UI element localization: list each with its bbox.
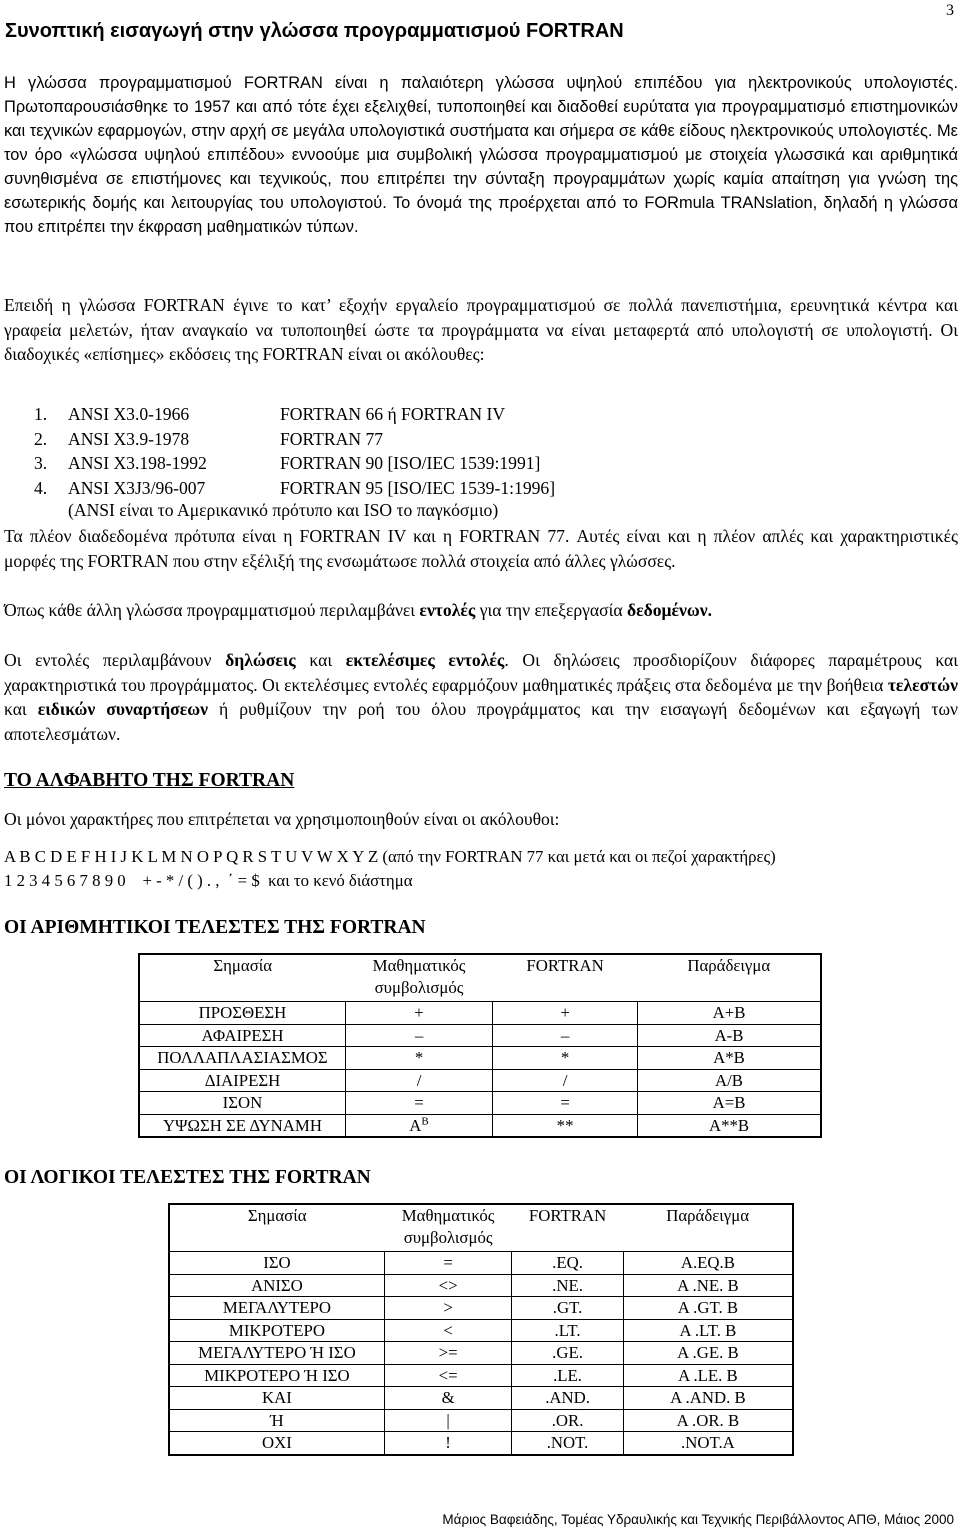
text-segment: για την επεξεργασία — [475, 600, 627, 620]
bold-term-data: δεδομένων. — [626, 600, 713, 620]
table-cell: A .OR. B — [623, 1409, 793, 1432]
table-cell: ! — [384, 1432, 511, 1455]
table-cell: + — [493, 1002, 638, 1025]
table-row — [169, 1342, 793, 1365]
list-item — [34, 402, 555, 427]
version-name: FORTRAN 90 [ISO/IEC 1539:1991] — [280, 453, 541, 473]
table-cell: ΙΣΟ — [169, 1252, 384, 1275]
list-item — [34, 427, 555, 452]
table-cell: – — [345, 1024, 492, 1047]
page-footer: Μάριος Βαφειάδης, Τομέας Υδραυλικής και Τεχνικής Περιβάλλοντος ΑΠΘ, Μάιος 2000 — [442, 1512, 954, 1527]
version-standard: ANSI X3.9-1978 — [68, 428, 190, 449]
table-cell: = — [345, 1092, 492, 1115]
version-standard: ANSI X3.0-1966 — [68, 404, 190, 424]
table-cell: ΜΕΓΑΛΥΤΕΡΟ — [169, 1297, 384, 1320]
table-cell: ΠΟΛΛΑΠΛΑΣΙΑΣΜΟΣ — [139, 1047, 345, 1070]
table-row — [139, 1047, 821, 1070]
power-exponent: B — [421, 1115, 429, 1128]
list-item — [34, 451, 555, 476]
table-cell: .AND. — [512, 1387, 623, 1410]
table-cell: ΚΑΙ — [169, 1387, 384, 1410]
text-segment: και — [4, 699, 38, 719]
column-header: Μαθηματικός συμβολισμός — [372, 956, 466, 997]
table-cell: A .AND. B — [623, 1387, 793, 1410]
table-cell: A*B — [638, 1047, 821, 1070]
version-name: FORTRAN 95 [ISO/IEC 1539-1:1996] — [280, 477, 556, 498]
table-cell: – — [493, 1024, 638, 1047]
version-standard: ANSI X3J3/96-007 — [68, 477, 206, 498]
table-cell: & — [384, 1387, 511, 1410]
table-cell: A**B — [638, 1114, 821, 1137]
table-cell: A .LE. B — [623, 1364, 793, 1387]
alphabet-heading: ΤΟ ΑΛΦΑΒΗΤΟ ΤΗΣ FORTRAN — [4, 770, 295, 791]
table-cell: / — [493, 1069, 638, 1092]
logical-operators-table — [168, 1203, 794, 1456]
column-header: Παράδειγμα — [666, 1206, 750, 1225]
page-title: Συνοπτική εισαγωγή στην γλώσσα προγραμματισμού FORTRAN — [5, 20, 624, 42]
table-cell: | — [384, 1409, 511, 1432]
text-segment: ή ρυθμίζουν την ροή του όλου προγράμματος και την εισαγωγή δεδομένων και εξαγωγή των αποτελεσμάτων. — [4, 699, 958, 744]
column-header: FORTRAN — [528, 1206, 607, 1225]
table-row — [169, 1364, 793, 1387]
column-header: Σημασία — [213, 956, 273, 975]
table-cell: * — [493, 1047, 638, 1070]
table-cell: ΜΕΓΑΛΥΤΕΡΟ Ή ΙΣΟ — [169, 1342, 384, 1365]
table-cell: A/B — [638, 1069, 821, 1092]
table-row — [169, 1319, 793, 1342]
column-header: Μαθηματικός συμβολισμός — [401, 1206, 495, 1247]
table-cell: .GT. — [512, 1297, 623, 1320]
table-cell: Ή — [169, 1409, 384, 1432]
version-number: 1. — [34, 404, 48, 424]
table-cell — [345, 1114, 492, 1137]
table-cell: * — [345, 1047, 492, 1070]
page-number: 3 — [946, 2, 954, 19]
bold-term-executables: εκτελέσιμες εντολές — [345, 650, 505, 670]
logical-operators-heading: ΟΙ ΛΟΓΙΚΟΙ ΤΕΛΕΣΤΕΣ ΤΗΣ FORTRAN — [4, 1167, 371, 1188]
table-row — [169, 1252, 793, 1275]
table-cell: .NE. — [512, 1274, 623, 1297]
version-name: FORTRAN 77 — [280, 428, 384, 449]
table-row — [139, 1024, 821, 1047]
table-cell: A+B — [638, 1002, 821, 1025]
table-cell: .LE. — [512, 1364, 623, 1387]
version-number: 3. — [34, 453, 48, 473]
popular-standards-paragraph: Τα πλέον διαδεδομένα πρότυπα είναι η FORTRAN IV και η FORTRAN 77. Αυτές είναι και η πλέον απλές και χαρακτηριστικές μορφές της FORTRAN που στην εξέλιξή της ενσωμάτωσε πολλά στοιχεία από άλλες γλώσσες. — [4, 526, 958, 571]
table-row — [169, 1432, 793, 1455]
table-header-row — [169, 1204, 793, 1252]
table-cell: ** — [493, 1114, 638, 1137]
text-segment: Οι εντολές περιλαμβάνουν — [4, 650, 226, 670]
table-cell: ΑΝΙΣΟ — [169, 1274, 384, 1297]
version-name: FORTRAN 66 ή FORTRAN IV — [280, 404, 506, 424]
table-cell: ΥΨΩΣΗ ΣΕ ΔΥΝΑΜΗ — [139, 1114, 345, 1137]
table-cell: ΜΙΚΡΟΤΕΡΟ Ή ΙΣΟ — [169, 1364, 384, 1387]
bold-term-operators: τελεστών — [887, 674, 958, 695]
table-cell: ΑΦΑΙΡΕΣΗ — [139, 1024, 345, 1047]
statements-paragraph — [4, 648, 958, 746]
version-standard: ANSI X3.198-1992 — [68, 453, 207, 473]
text-segment: Όπως κάθε άλλη γλώσσα προγραμματισμού περιλαμβάνει — [4, 600, 420, 620]
table-cell: + — [345, 1002, 492, 1025]
table-cell: ΙΣΟΝ — [139, 1092, 345, 1115]
table-cell: ΟΧΙ — [169, 1432, 384, 1455]
table-cell: ΠΡΟΣΘΕΣΗ — [139, 1002, 345, 1025]
text-segment: . Οι δηλώσεις προσδιορίζουν διάφορες παραμέτρους και χαρακτηριστικά του προγράμματος. Οι εκτελέσιμες εντολές εφαρμόζουν μαθηματικές πράξεις στα δεδομένα με την βοήθεια — [4, 650, 958, 695]
table-cell: A .GE. B — [623, 1342, 793, 1365]
table-row — [169, 1274, 793, 1297]
table-cell: .LT. — [512, 1319, 623, 1342]
arithmetic-operators-heading: ΟΙ ΑΡΙΘΜΗΤΙΚΟΙ ΤΕΛΕΣΤΕΣ ΤΗΣ FORTRAN — [4, 917, 426, 938]
table-cell: .GE. — [512, 1342, 623, 1365]
version-number: 4. — [34, 477, 48, 498]
table-row — [169, 1297, 793, 1320]
table-row — [139, 1092, 821, 1115]
table-cell: <= — [384, 1364, 511, 1387]
table-cell: A .GT. B — [623, 1297, 793, 1320]
standardization-paragraph: Επειδή η γλώσσα FORTRAN έγινε το κατ’ εξοχήν εργαλείο προγραμματισμού σε πολλά πανεπιστήμια, ερευνητικά κέντρα και γραφεία μελετών, ήταν αναγκαίο να τυποποιηθεί ώστε τα προγράμματα να είναι μεταφερτά από υπολογιστή σε υπολογιστή. Οι διαδοχικές «επίσημες» εκδόσεις της FORTRAN είναι οι ακόλουθες: — [4, 295, 958, 364]
version-number: 2. — [34, 428, 48, 449]
column-header: Παράδειγμα — [687, 956, 771, 975]
column-header: FORTRAN — [526, 956, 604, 975]
table-cell: / — [345, 1069, 492, 1092]
versions-list — [34, 402, 555, 500]
table-cell: A-B — [638, 1024, 821, 1047]
bold-term-commands: εντολές — [419, 600, 476, 620]
alphabet-letters: A B C D E F H I J K L M N O P Q R S T U V W X Y Z (από την FORTRAN 77 και μετά και οι πεζοί χαρακτήρες) — [4, 847, 776, 866]
bold-term-declarations: δηλώσεις — [225, 650, 296, 670]
table-cell: <> — [384, 1274, 511, 1297]
table-cell: = — [384, 1252, 511, 1275]
table-cell: A .NE. B — [623, 1274, 793, 1297]
table-row — [139, 1114, 821, 1137]
table-cell: >= — [384, 1342, 511, 1365]
power-base: A — [409, 1115, 422, 1135]
commands-data-paragraph — [4, 598, 958, 622]
table-row — [139, 1069, 821, 1092]
table-row — [169, 1387, 793, 1410]
table-cell: > — [384, 1297, 511, 1320]
table-row — [169, 1409, 793, 1432]
table-row — [139, 1002, 821, 1025]
bold-term-functions: ειδικών συναρτήσεων — [37, 699, 208, 719]
arithmetic-operators-table — [138, 953, 822, 1138]
table-header-row — [139, 954, 821, 1002]
table-cell: A=B — [638, 1092, 821, 1115]
table-cell: A.EQ.B — [623, 1252, 793, 1275]
table-cell: .NOT.A — [623, 1432, 793, 1455]
alphabet-intro: Οι μόνοι χαρακτήρες που επιτρέπεται να χρησιμοποιηθούν είναι οι ακόλουθοι: — [4, 809, 560, 829]
table-cell: .EQ. — [512, 1252, 623, 1275]
intro-paragraph: Η γλώσσα προγραμματισμού FORTRAN είναι η παλαιότερη γλώσσα υψηλού επιπέδου για ηλεκτρονικούς υπολογιστές. Πρωτοπαρουσιάσθηκε το 1957 και από τότε έχει εξελιχθεί, τυποποιηθεί και διαδοθεί ευρύτατα για προγραμματισμό επιστημονικών και τεχνικών εφαρμογών, στην αρχή σε μεγάλα υπολογιστικά συστήματα και σήμερα σε κάθε είδους ηλεκτρονικούς υπολογιστές. Με τον όρο «γλώσσα υψηλού επιπέδου» εννοούμε μια συμβολική γλώσσα προγραμματισμού με στοιχεία γλωσσικά και αριθμητικά συνηθισμένα σε επιστήμονες και τεχνικούς, που επιτρέπει την σύνταξη προγραμμάτων χωρίς καμία απαίτηση για γνώση της εσωτερικής δομής και λειτουργίας του υπολογιστού. Το όνομά της προέρχεται από το FORmula TRANslation, δηλαδή η γλώσσα που επιτρέπει την έκφραση μαθηματικών τύπων. — [4, 74, 958, 236]
versions-note: (ANSI είναι το Αμερικανικό πρότυπο και ISO το παγκόσμιο) — [68, 500, 499, 520]
table-cell: ΔΙΑΙΡΕΣΗ — [139, 1069, 345, 1092]
text-segment: και — [295, 650, 346, 670]
list-item — [34, 476, 555, 501]
table-cell: < — [384, 1319, 511, 1342]
alphabet-symbols: 1 2 3 4 5 6 7 8 9 0 + - * / ( ) . , ΄ = $ και το κενό διάστημα — [4, 871, 413, 890]
column-header: Σημασία — [247, 1206, 307, 1225]
table-cell: = — [493, 1092, 638, 1115]
table-cell: A .LT. B — [623, 1319, 793, 1342]
table-cell: .OR. — [512, 1409, 623, 1432]
table-cell: .NOT. — [512, 1432, 623, 1455]
table-cell: ΜΙΚΡΟΤΕΡΟ — [169, 1319, 384, 1342]
